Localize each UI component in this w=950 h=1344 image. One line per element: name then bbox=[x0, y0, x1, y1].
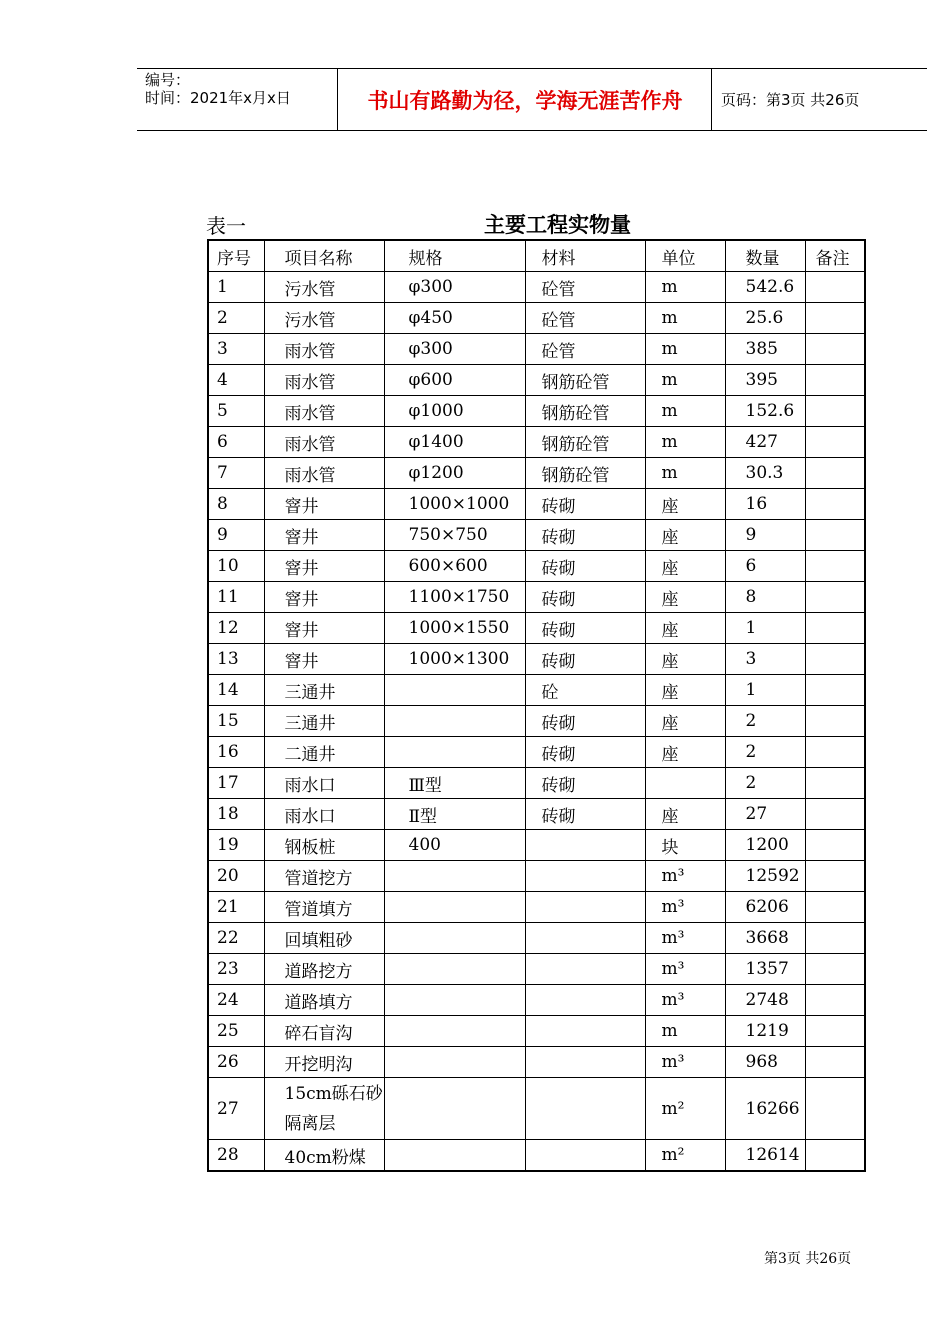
page-footer: 第3页 共26页 bbox=[764, 1251, 852, 1267]
table-row bbox=[208, 520, 865, 551]
table-cell: 钢筋砼管 bbox=[525, 458, 645, 489]
table-cell bbox=[805, 365, 865, 396]
table-cell: m³ bbox=[645, 1047, 725, 1078]
table-cell: 12 bbox=[208, 613, 264, 644]
table-cell: 钢筋砼管 bbox=[525, 427, 645, 458]
table-cell: 3668 bbox=[725, 923, 805, 954]
table-cell: φ1000 bbox=[384, 396, 525, 427]
table-cell: 砖砌 bbox=[525, 768, 645, 799]
table-cell: 砼管 bbox=[525, 334, 645, 365]
table-cell: 块 bbox=[645, 830, 725, 861]
table-cell bbox=[525, 1016, 645, 1047]
table-cell: Ⅲ型 bbox=[384, 768, 525, 799]
table-row bbox=[208, 396, 865, 427]
table-cell: 11 bbox=[208, 582, 264, 613]
table-row bbox=[208, 427, 865, 458]
table-row bbox=[208, 861, 865, 892]
table-cell bbox=[805, 520, 865, 551]
table-cell: 窨井 bbox=[264, 489, 384, 520]
table-row bbox=[208, 1078, 865, 1140]
table-cell: 16 bbox=[208, 737, 264, 768]
table-row bbox=[208, 644, 865, 675]
table-cell bbox=[384, 892, 525, 923]
header-divider bbox=[711, 69, 712, 130]
table-cell bbox=[805, 892, 865, 923]
table-cell: 座 bbox=[645, 675, 725, 706]
table-cell bbox=[805, 675, 865, 706]
table-cell: 27 bbox=[725, 799, 805, 830]
table-cell: 8 bbox=[725, 582, 805, 613]
table-cell bbox=[525, 954, 645, 985]
table-cell: 16266 bbox=[725, 1078, 805, 1140]
table-cell bbox=[525, 861, 645, 892]
table-cell: 427 bbox=[725, 427, 805, 458]
table-row bbox=[208, 830, 865, 861]
table-cell: m³ bbox=[645, 892, 725, 923]
header-meta bbox=[145, 71, 291, 107]
table-cell: φ450 bbox=[384, 303, 525, 334]
table-cell bbox=[805, 985, 865, 1016]
table-row bbox=[208, 551, 865, 582]
table-cell bbox=[384, 675, 525, 706]
table-cell bbox=[805, 272, 865, 303]
table-cell: φ1200 bbox=[384, 458, 525, 489]
number-label: 编号： bbox=[145, 71, 191, 89]
table-cell: Ⅱ型 bbox=[384, 799, 525, 830]
table-cell: 22 bbox=[208, 923, 264, 954]
table-cell: 19 bbox=[208, 830, 264, 861]
table-label: 表一 bbox=[206, 214, 246, 238]
col-header: 单位 bbox=[645, 240, 725, 272]
table-row bbox=[208, 1047, 865, 1078]
table-cell bbox=[525, 1078, 645, 1140]
table-cell: 窨井 bbox=[264, 551, 384, 582]
table-cell bbox=[805, 551, 865, 582]
table-row bbox=[208, 365, 865, 396]
table-cell bbox=[525, 923, 645, 954]
table-cell bbox=[805, 923, 865, 954]
table-cell: 6 bbox=[725, 551, 805, 582]
table-cell: 雨水管 bbox=[264, 365, 384, 396]
table-cell: m bbox=[645, 427, 725, 458]
table-cell: 9 bbox=[725, 520, 805, 551]
table-cell bbox=[384, 985, 525, 1016]
table-cell: m bbox=[645, 272, 725, 303]
col-header: 项目名称 bbox=[264, 240, 384, 272]
table-cell: 2 bbox=[208, 303, 264, 334]
table-cell: 12592 bbox=[725, 861, 805, 892]
table-cell: m³ bbox=[645, 954, 725, 985]
table-cell bbox=[805, 737, 865, 768]
table-cell: 钢筋砼管 bbox=[525, 365, 645, 396]
table-cell: 5 bbox=[208, 396, 264, 427]
table-cell: 13 bbox=[208, 644, 264, 675]
table-cell: 雨水管 bbox=[264, 427, 384, 458]
table-cell: 395 bbox=[725, 365, 805, 396]
table-cell: 4 bbox=[208, 365, 264, 396]
table-row bbox=[208, 706, 865, 737]
table-cell: 砖砌 bbox=[525, 644, 645, 675]
table-cell: 600×600 bbox=[384, 551, 525, 582]
table-cell: m bbox=[645, 396, 725, 427]
table-cell: 三通井 bbox=[264, 706, 384, 737]
table-cell: 968 bbox=[725, 1047, 805, 1078]
page-header bbox=[137, 68, 927, 131]
table-cell: φ1400 bbox=[384, 427, 525, 458]
table-cell: 6206 bbox=[725, 892, 805, 923]
table-cell: 座 bbox=[645, 737, 725, 768]
table-cell bbox=[525, 985, 645, 1016]
table-cell: 二通井 bbox=[264, 737, 384, 768]
table-cell bbox=[805, 1016, 865, 1047]
table-cell bbox=[384, 954, 525, 985]
table-row bbox=[208, 1016, 865, 1047]
table-cell: 三通井 bbox=[264, 675, 384, 706]
table-row bbox=[208, 985, 865, 1016]
table-cell bbox=[805, 334, 865, 365]
table-row bbox=[208, 892, 865, 923]
table-cell: 17 bbox=[208, 768, 264, 799]
table-cell: m² bbox=[645, 1078, 725, 1140]
table-cell: 窨井 bbox=[264, 613, 384, 644]
table-cell: 1000×1550 bbox=[384, 613, 525, 644]
col-header: 数量 bbox=[725, 240, 805, 272]
col-header: 备注 bbox=[805, 240, 865, 272]
table-cell: 雨水管 bbox=[264, 334, 384, 365]
table-cell: 16 bbox=[725, 489, 805, 520]
table-cell: 管道填方 bbox=[264, 892, 384, 923]
table-cell: 砼 bbox=[525, 675, 645, 706]
table-cell: 18 bbox=[208, 799, 264, 830]
table-cell: 30.3 bbox=[725, 458, 805, 489]
table-cell bbox=[384, 923, 525, 954]
table-row bbox=[208, 675, 865, 706]
table-cell: 砖砌 bbox=[525, 582, 645, 613]
table-cell: 砖砌 bbox=[525, 706, 645, 737]
table-cell bbox=[805, 582, 865, 613]
table-cell: 道路填方 bbox=[264, 985, 384, 1016]
table-cell: 窨井 bbox=[264, 582, 384, 613]
table-cell: 25.6 bbox=[725, 303, 805, 334]
table-cell: 152.6 bbox=[725, 396, 805, 427]
table-cell bbox=[805, 644, 865, 675]
table-cell: m bbox=[645, 1016, 725, 1047]
table-cell: 15 bbox=[208, 706, 264, 737]
header-divider bbox=[337, 69, 338, 130]
table-cell: 542.6 bbox=[725, 272, 805, 303]
table-cell: 雨水管 bbox=[264, 458, 384, 489]
table-cell: 1000×1000 bbox=[384, 489, 525, 520]
table-row bbox=[208, 923, 865, 954]
table-cell bbox=[645, 768, 725, 799]
table-cell: 砖砌 bbox=[525, 613, 645, 644]
table-cell: 2748 bbox=[725, 985, 805, 1016]
table-row bbox=[208, 737, 865, 768]
table-cell: 砖砌 bbox=[525, 551, 645, 582]
table-row bbox=[208, 458, 865, 489]
table-cell: 雨水管 bbox=[264, 396, 384, 427]
table-cell: 回填粗砂 bbox=[264, 923, 384, 954]
header-page-info: 页码：第3页 共26页 bbox=[721, 91, 860, 109]
table-cell: m³ bbox=[645, 985, 725, 1016]
table-row bbox=[208, 489, 865, 520]
table-header-row bbox=[208, 240, 865, 272]
table-cell bbox=[805, 613, 865, 644]
table-cell bbox=[384, 706, 525, 737]
table-cell: 23 bbox=[208, 954, 264, 985]
table-cell: φ300 bbox=[384, 272, 525, 303]
table-cell: φ600 bbox=[384, 365, 525, 396]
col-header: 规格 bbox=[384, 240, 525, 272]
table-cell: 26 bbox=[208, 1047, 264, 1078]
table-cell: 40cm粉煤 bbox=[264, 1140, 384, 1172]
quantity-table bbox=[207, 239, 866, 1172]
table-cell: m³ bbox=[645, 861, 725, 892]
table-cell bbox=[525, 892, 645, 923]
table-cell bbox=[805, 396, 865, 427]
table-cell: 1 bbox=[725, 675, 805, 706]
table-cell: 1 bbox=[725, 613, 805, 644]
table-cell bbox=[384, 1016, 525, 1047]
table-cell: 雨水口 bbox=[264, 799, 384, 830]
table-row bbox=[208, 1140, 865, 1172]
table-cell: φ300 bbox=[384, 334, 525, 365]
table-cell: 开挖明沟 bbox=[264, 1047, 384, 1078]
table-cell bbox=[525, 1140, 645, 1172]
table-cell: m³ bbox=[645, 923, 725, 954]
table-cell: 砖砌 bbox=[525, 799, 645, 830]
table-title: 主要工程实物量 bbox=[484, 213, 631, 237]
table-cell: 雨水口 bbox=[264, 768, 384, 799]
table-cell: 砖砌 bbox=[525, 737, 645, 768]
table-cell: m bbox=[645, 334, 725, 365]
table-cell: 21 bbox=[208, 892, 264, 923]
table-cell: 座 bbox=[645, 582, 725, 613]
table-cell bbox=[805, 427, 865, 458]
table-row bbox=[208, 582, 865, 613]
table-cell: 1200 bbox=[725, 830, 805, 861]
table-cell: 28 bbox=[208, 1140, 264, 1172]
table-row bbox=[208, 272, 865, 303]
table-cell: 砼管 bbox=[525, 272, 645, 303]
table-cell bbox=[805, 768, 865, 799]
table-cell bbox=[384, 737, 525, 768]
table-cell: 7 bbox=[208, 458, 264, 489]
table-cell: 钢筋砼管 bbox=[525, 396, 645, 427]
table-cell: 1 bbox=[208, 272, 264, 303]
table-cell: 10 bbox=[208, 551, 264, 582]
col-header: 序号 bbox=[208, 240, 264, 272]
table-cell: 座 bbox=[645, 613, 725, 644]
table-cell bbox=[805, 489, 865, 520]
table-cell: m² bbox=[645, 1140, 725, 1172]
table-cell bbox=[525, 830, 645, 861]
table-cell: 1100×1750 bbox=[384, 582, 525, 613]
table-cell: 24 bbox=[208, 985, 264, 1016]
table-cell: 8 bbox=[208, 489, 264, 520]
table-cell: 2 bbox=[725, 737, 805, 768]
table-cell: 污水管 bbox=[264, 272, 384, 303]
table-cell bbox=[384, 1047, 525, 1078]
table-cell bbox=[384, 1078, 525, 1140]
table-row bbox=[208, 768, 865, 799]
table-cell bbox=[805, 1140, 865, 1172]
table-cell: 座 bbox=[645, 489, 725, 520]
table-row bbox=[208, 303, 865, 334]
table-cell: 1219 bbox=[725, 1016, 805, 1047]
table-cell: 12614 bbox=[725, 1140, 805, 1172]
table-cell: 9 bbox=[208, 520, 264, 551]
table-cell bbox=[805, 706, 865, 737]
table-cell: 400 bbox=[384, 830, 525, 861]
table-cell bbox=[805, 303, 865, 334]
table-cell: 14 bbox=[208, 675, 264, 706]
table-cell: 座 bbox=[645, 551, 725, 582]
table-cell: 砖砌 bbox=[525, 489, 645, 520]
time-label: 时间：2021年x月x日 bbox=[145, 89, 291, 107]
table-row bbox=[208, 954, 865, 985]
table-row bbox=[208, 334, 865, 365]
table-cell: m bbox=[645, 303, 725, 334]
header-motto: 书山有路勤为径，学海无涯苦作舟 bbox=[367, 88, 683, 113]
table-cell: 砼管 bbox=[525, 303, 645, 334]
table-cell bbox=[384, 1140, 525, 1172]
table-cell: 2 bbox=[725, 706, 805, 737]
table-cell: 385 bbox=[725, 334, 805, 365]
table-row bbox=[208, 613, 865, 644]
table-cell: 3 bbox=[725, 644, 805, 675]
table-cell bbox=[805, 954, 865, 985]
table-cell: 道路挖方 bbox=[264, 954, 384, 985]
table-cell: 钢板桩 bbox=[264, 830, 384, 861]
table-cell bbox=[384, 861, 525, 892]
table-cell: 座 bbox=[645, 644, 725, 675]
table-cell: 3 bbox=[208, 334, 264, 365]
table-cell: 污水管 bbox=[264, 303, 384, 334]
table-cell: 750×750 bbox=[384, 520, 525, 551]
table-cell: 25 bbox=[208, 1016, 264, 1047]
table-cell: 20 bbox=[208, 861, 264, 892]
table-cell: m bbox=[645, 365, 725, 396]
table-cell: 砖砌 bbox=[525, 520, 645, 551]
table-cell: 1000×1300 bbox=[384, 644, 525, 675]
table-cell: m bbox=[645, 458, 725, 489]
table-cell: 座 bbox=[645, 520, 725, 551]
table-cell bbox=[805, 1047, 865, 1078]
table-cell: 15cm砾石砂隔离层 bbox=[264, 1078, 384, 1140]
table-cell: 窨井 bbox=[264, 520, 384, 551]
table-cell bbox=[805, 1078, 865, 1140]
table-cell: 窨井 bbox=[264, 644, 384, 675]
table-cell: 27 bbox=[208, 1078, 264, 1140]
table-cell: 座 bbox=[645, 706, 725, 737]
table-cell: 1357 bbox=[725, 954, 805, 985]
table-cell: 6 bbox=[208, 427, 264, 458]
table-cell bbox=[805, 458, 865, 489]
table-cell bbox=[805, 799, 865, 830]
table-cell bbox=[525, 1047, 645, 1078]
table-caption bbox=[206, 208, 866, 238]
table-body bbox=[208, 272, 865, 1172]
table-cell bbox=[805, 861, 865, 892]
table-cell bbox=[805, 830, 865, 861]
col-header: 材料 bbox=[525, 240, 645, 272]
table-cell: 座 bbox=[645, 799, 725, 830]
table-row bbox=[208, 799, 865, 830]
table-cell: 管道挖方 bbox=[264, 861, 384, 892]
table-cell: 碎石盲沟 bbox=[264, 1016, 384, 1047]
table-cell: 2 bbox=[725, 768, 805, 799]
